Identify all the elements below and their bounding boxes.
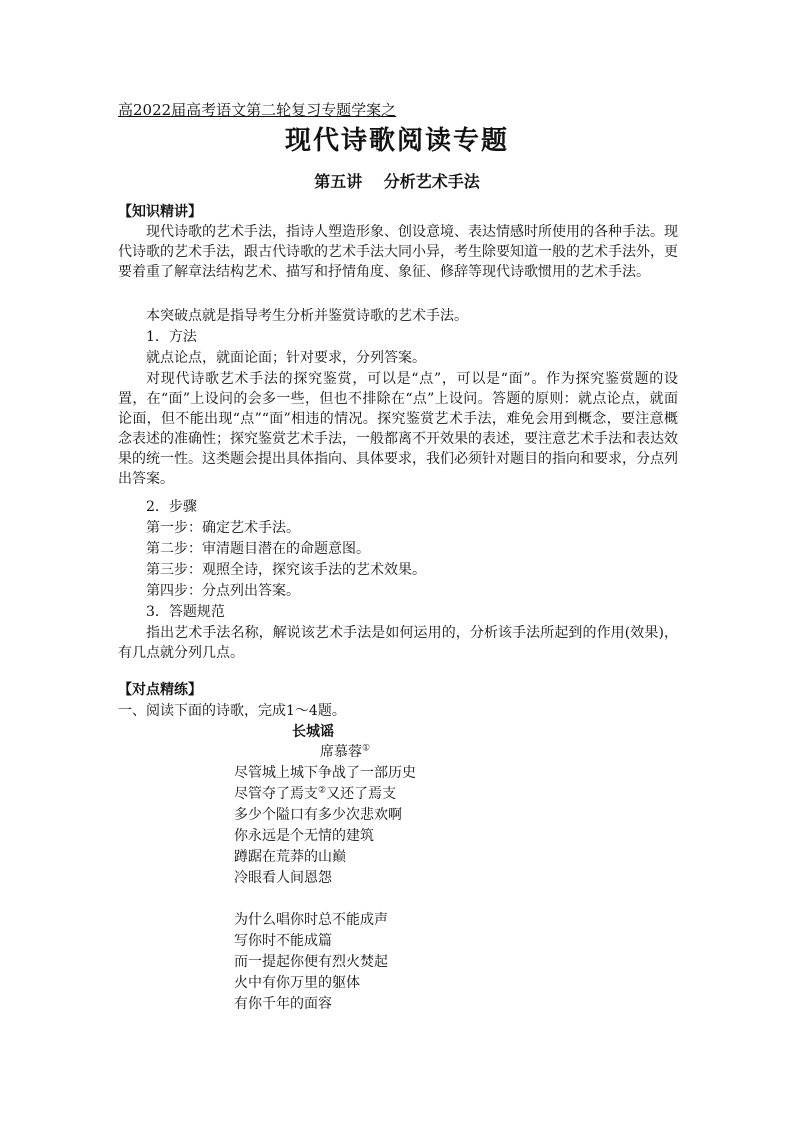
poem-line-11: 有你千年的面容: [234, 996, 332, 1012]
poem-line-8: 写你时不能成篇: [234, 933, 332, 949]
poem-line-9: 而一提起你便有烈火焚起: [234, 954, 388, 970]
poem-line-2-part-b: 又还了焉支: [326, 786, 397, 802]
poem-line-2-part-a: 尽管夺了焉支: [234, 786, 318, 802]
practice-heading: 【对点精练】: [118, 682, 202, 698]
step-2: 第二步：审清题目潜在的命题意图。: [146, 541, 370, 557]
step-1: 第一步：确定艺术手法。: [146, 520, 300, 536]
poem-line-5: 蹲踞在荒莽的山巅: [234, 849, 346, 865]
knowledge-paragraph-1: 现代诗歌的艺术手法，指诗人塑造形象、创设意境、表达情感时所使用的各种手法。现代诗歌的艺术手法，跟古代诗歌的艺术手法大同小异，考生除要知道一般的艺术手法外，更要着重了解章法结构艺术、描写和抒情角度、象征、修辞等现代诗歌惯用的艺术手法。: [118, 224, 678, 280]
step-4: 第四步：分点列出答案。: [146, 583, 300, 599]
knowledge-heading: 【知识精讲】: [118, 204, 202, 220]
poem-line-3: 多少个隘口有多少次悲欢啊: [234, 807, 402, 823]
method-3-title: 3．答题规范: [146, 604, 225, 620]
poem-line-10: 火中有你万里的躯体: [234, 975, 360, 991]
poem-line-7: 为什么唱你时总不能成声: [234, 912, 388, 928]
series-title: 高2022届高考语文第二轮复习专题学案之: [118, 101, 397, 119]
page-title: 现代诗歌阅读专题: [284, 126, 509, 156]
poem-line-2: [234, 784, 396, 804]
footnote-marker-2: ②: [318, 785, 327, 796]
method-2-title: 2．步骤: [146, 499, 197, 515]
method-1-title: 1．方法: [146, 329, 197, 345]
knowledge-paragraph-3: 对现代诗歌艺术手法的探究鉴赏，可以是“点”，可以是“面”。作为探究鉴赏题的设置，在“面”上设问的会多一些，但也不排除在“点”上设问。答题的原则：就点论点，就面论面，但不能出现“点”“面”相违的情况。探究鉴赏艺术手法，难免会用到概念，要注意概念表述的准确性；探究鉴赏艺术手法，一般都离不开效果的表述，要注意艺术手法和表达效果的统一性。这类题会提出具体指向、具体要求，我们必须针对题目的指向和要求，分点列出答案。: [118, 371, 678, 487]
poem-line-1: 尽管城上城下争战了一部历史: [234, 765, 416, 781]
poem-line-6: 冷眼看人间恩怨: [234, 870, 332, 886]
poem-author: [320, 742, 370, 762]
practice-question: 一、阅读下面的诗歌，完成1～4题。: [118, 703, 346, 719]
knowledge-paragraph-4: 指出艺术手法名称，解说该艺术手法是如何运用的，分析该手法所起到的作用(效果)，有几点就分列几点。: [118, 625, 678, 661]
footnote-marker-1: ①: [362, 743, 371, 754]
lecture-title: 第五讲 分析艺术手法: [314, 172, 480, 191]
poem-line-4: 你永远是个无情的建筑: [234, 828, 374, 844]
method-1-text: 就点论点，就面论面；针对要求，分列答案。: [146, 350, 426, 366]
step-3: 第三步：观照全诗，探究该手法的艺术效果。: [146, 562, 426, 578]
author-name: 席慕蓉: [320, 744, 362, 760]
poem-title: 长城谣: [292, 724, 334, 740]
knowledge-paragraph-2: 本突破点就是指导考生分析并鉴赏诗歌的艺术手法。: [146, 308, 468, 324]
